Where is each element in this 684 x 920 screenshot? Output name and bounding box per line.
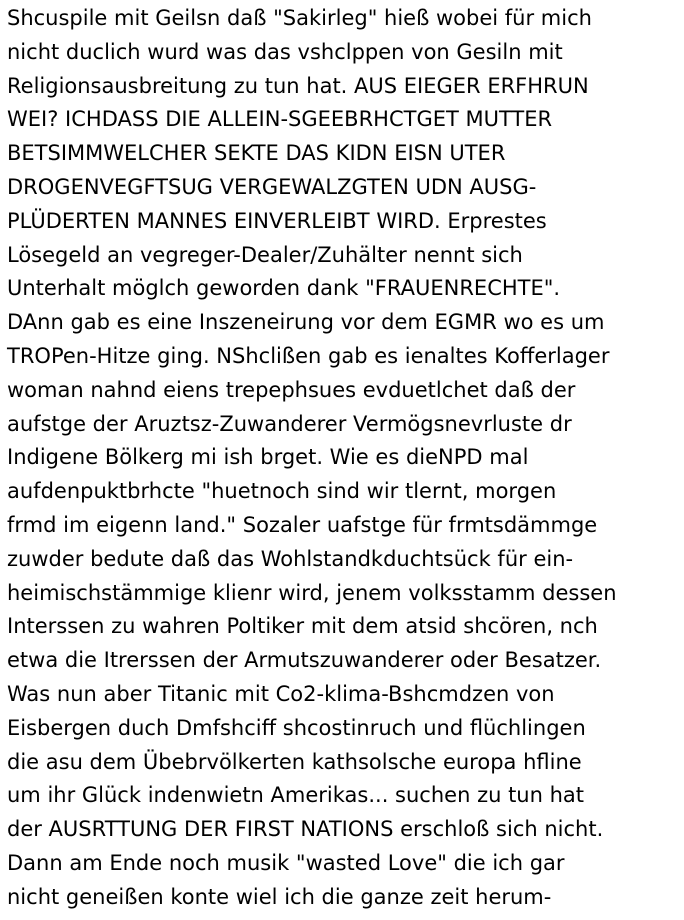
text-line: nicht duclich wurd was das vshclppen von Gesiln mit <box>7 39 563 64</box>
text-line: Was nun aber Titanic mit Co2-klima-Bshcmdzen von <box>7 681 555 706</box>
text-line: BETSIMMWELCHER SEKTE DAS KIDN EISN UTER <box>7 141 506 166</box>
text-line: zuwder bedute daß das Wohlstandkduchtsück für ein- <box>7 546 574 571</box>
text-line: aufstge der Aruztsz-Zuwanderer Vermögsnevrluste dr <box>7 411 572 436</box>
text-line: um ihr Glück indenwietn Amerikas... suchen zu tun hat <box>7 783 585 808</box>
text-line: Indigene Bölkerg mi ish brget. Wie es dieNPD mal <box>7 445 529 470</box>
text-line: Dann am Ende noch musik "wasted Love" die ich gar <box>7 850 565 875</box>
text-line: Interssen zu wahren Poltiker mit dem atsid shcören, nch <box>7 614 598 639</box>
text-line: woman nahnd eiens trepephsues evduetlchet daß der <box>7 377 576 402</box>
text-line: nicht geneißen konte wiel ich die ganze zeit herum- <box>7 884 552 909</box>
text-line: aufdenpuktbrhcte "huetnoch sind wir tlernt, morgen <box>7 479 557 504</box>
text-line: Shcuspile mit Geilsn daß "Sakirleg" hieß wobei für mich <box>7 6 592 30</box>
text-line: DAnn gab es eine Inszeneirung vor dem EGMR wo es um <box>7 310 605 335</box>
text-line: etwa die Itrerssen der Armutszuwanderer oder Besatzer. <box>7 648 602 673</box>
text-line: die asu dem Übebrvölkerten kathsolsche europa hfline <box>7 749 582 774</box>
text-line: WEI? ICHDASS DIE ALLEIN-SGEEBRHCTGET MUTTER <box>7 107 553 132</box>
text-line: Lösegeld an vegreger-Dealer/Zuhälter nennt sich <box>7 242 523 267</box>
text-line: der AUSRTTUNG DER FIRST NATIONS erschloß sich nicht. <box>7 817 604 842</box>
text-line: Eisbergen duch Dmfshciff shcostinruch und flüchlingen <box>7 715 586 740</box>
text-line: heimischstämmige klienr wird, jenem volksstamm dessen <box>7 580 617 605</box>
text-line: DROGENVEGFTSUG VERGEWALZGTEN UDN AUSG- <box>7 174 537 199</box>
text-line: Unterhalt möglch geworden dank "FRAUENRECHTE". <box>7 276 561 301</box>
body-text <box>7 2 681 915</box>
text-line: PLÜDERTEN MANNES EINVERLEIBT WIRD. Erprestes <box>7 208 547 233</box>
text-line: Religionsausbreitung zu tun hat. AUS EIEGER ERFHRUN <box>7 73 589 98</box>
text-line: frmd im eigenn land." Sozaler uafstge für frmtsdämmge <box>7 512 598 537</box>
text-line: TROPen-Hitze ging. NShclißen gab es ienaltes Kofferlager <box>7 343 610 368</box>
